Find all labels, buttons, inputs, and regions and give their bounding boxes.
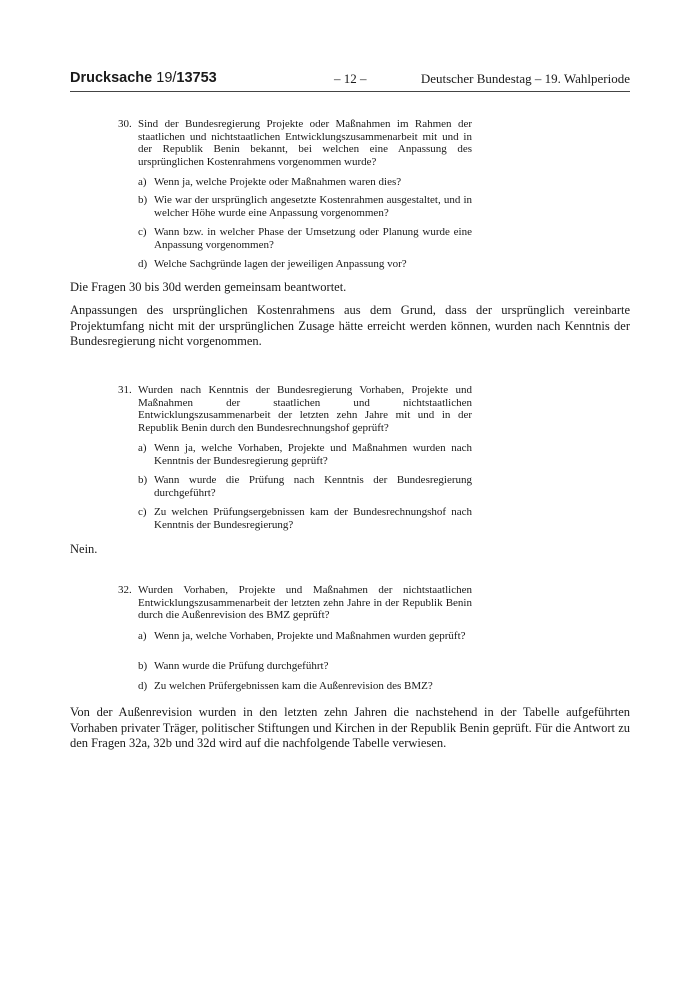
- sub-text: Wann wurde die Prüfung nach Kenntnis der Bundesregierung durchgeführt?: [154, 474, 472, 499]
- page-number: – 12 –: [334, 71, 367, 86]
- document-number: [70, 70, 217, 86]
- question-30: [118, 118, 472, 170]
- sub-text: Welche Sachgründe lagen der jeweiligen Anpassung vor?: [154, 258, 407, 270]
- answer-32: Von der Außenrevision wurden in den letzten zehn Jahren die nachstehend in der Tabelle aufgeführten Vorhaben privater Träger, politischer Stiftungen und Kirchen in der Republik Benin geprüft. Für die Antwort zu den Fragen 32a, 32b und 32d wird auf die nachfolgende Tabelle verwiesen.: [70, 705, 630, 750]
- sub-letter: d): [138, 680, 148, 692]
- answer-31: Nein.: [70, 542, 98, 556]
- sub-letter: c): [138, 226, 147, 238]
- question-31: [118, 384, 472, 436]
- header-rule: [70, 91, 630, 92]
- sub-text: Zu welchen Prüfergebnissen kam die Außenrevision des BMZ?: [154, 680, 433, 692]
- doc-number-main: 13753: [176, 70, 217, 86]
- sub-text: Wenn ja, welche Vorhaben, Projekte und Maßnahmen wurden geprüft?: [154, 630, 466, 642]
- sub-text: Wenn ja, welche Vorhaben, Projekte und Maßnahmen wurden nach Kenntnis der Bundesregierung geprüft?: [154, 442, 472, 467]
- page-header: [70, 70, 630, 90]
- sub-letter: c): [138, 506, 147, 518]
- sub-letter: b): [138, 474, 148, 486]
- sub-letter: a): [138, 442, 147, 454]
- sub-letter: d): [138, 258, 148, 270]
- question-number: 31.: [118, 384, 132, 396]
- answer-30: Anpassungen des ursprünglichen Kostenrahmens aus dem Grund, dass der ursprünglich vereinbarte Projektumfang nicht mit der ursprünglichen Zusage hätte erreicht werden können, wurden nach Kenntnis der Bundesregierung nicht vorgenommen.: [70, 303, 630, 348]
- question-number: 30.: [118, 118, 132, 130]
- sub-letter: b): [138, 194, 148, 206]
- doc-label: Drucksache: [70, 70, 153, 86]
- answer-30-intro: Die Fragen 30 bis 30d werden gemeinsam beantwortet.: [70, 280, 347, 294]
- question-text: Sind der Bundesregierung Projekte oder Maßnahmen im Rahmen der staatlichen und nichtstaatlichen Entwicklungszusammenarbeit mit und in der Republik Benin bekannt, bei welchen eine Anpassung des ursprünglichen Kostenrahmens vorgenommen wurde?: [138, 118, 472, 168]
- sub-text: Wie war der ursprünglich angesetzte Kostenrahmen ausgestaltet, und in welcher Höhe wurde eine Anpassung vorgenommen?: [154, 194, 472, 219]
- sub-letter: a): [138, 630, 147, 642]
- publisher: Deutscher Bundestag – 19. Wahlperiode: [420, 71, 630, 86]
- question-number: 32.: [118, 584, 132, 596]
- question-32: [118, 584, 472, 624]
- sub-text: Wenn ja, welche Projekte oder Maßnahmen waren dies?: [154, 176, 402, 188]
- question-text: Wurden nach Kenntnis der Bundesregierung Vorhaben, Projekte und Maßnahmen der staatlichen und nichtstaatlichen Entwicklungszusammenarbeit der letzten zehn Jahre mit und in der Republik Benin durch den Bundesrechnungshof geprüft?: [138, 384, 472, 434]
- sub-text: Wann bzw. in welcher Phase der Umsetzung oder Planung wurde eine Anpassung vorgenommen?: [154, 226, 472, 251]
- doc-number-prefix: 19/: [156, 70, 177, 86]
- sub-letter: a): [138, 176, 147, 188]
- question-text: Wurden Vorhaben, Projekte und Maßnahmen der nichtstaatlichen Entwicklungszusammenarbeit der letzten zehn Jahre in der Republik Benin durch die Außenrevision des BMZ geprüft?: [138, 584, 472, 621]
- sub-text: Wann wurde die Prüfung durchgeführt?: [154, 660, 329, 672]
- sub-letter: b): [138, 660, 148, 672]
- sub-text: Zu welchen Prüfungsergebnissen kam der Bundesrechnungshof nach Kenntnis der Bundesregierung?: [154, 506, 472, 531]
